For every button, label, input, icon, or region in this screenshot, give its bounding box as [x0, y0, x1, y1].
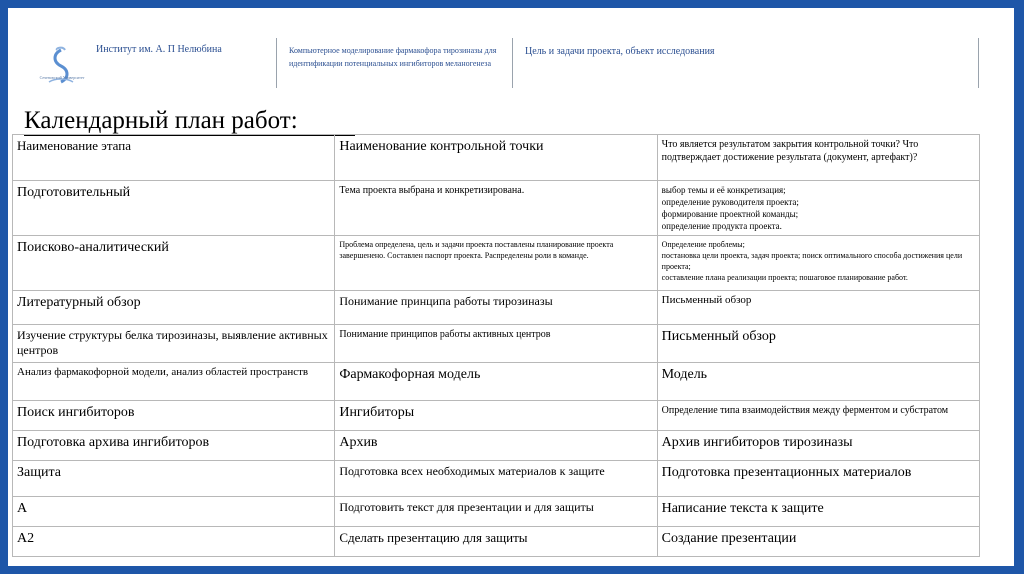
result-cell: Определение проблемы; постановка цели проекта, задач проекта; поиск оптимального способа достижения цели проекта; составление плана реализации проекта; пошаговое планирование работ. — [657, 236, 979, 291]
slide — [8, 8, 1014, 566]
checkpoint-cell: Понимание принципов работы активных центров — [335, 325, 657, 363]
result-cell: Письменный обзор — [657, 325, 979, 363]
table-row — [13, 363, 980, 401]
checkpoint-cell: Подготовить текст для презентации и для защиты — [335, 497, 657, 527]
checkpoint-cell: Сделать презентацию для защиты — [335, 527, 657, 557]
table-row — [13, 401, 980, 431]
university-logo-icon — [41, 44, 81, 96]
section-title: Цель и задачи проекта, объект исследования — [525, 46, 715, 57]
table-row — [13, 325, 980, 363]
checkpoint-cell: Ингибиторы — [335, 401, 657, 431]
header-stage: Наименование этапа — [13, 135, 335, 181]
header-divider — [512, 38, 513, 88]
checkpoint-cell: Фармакофорная модель — [335, 363, 657, 401]
result-cell: Письменный обзор — [657, 291, 979, 325]
result-cell: Определение типа взаимодействия между ферментом и субстратом — [657, 401, 979, 431]
result-cell: выбор темы и её конкретизация; определение руководителя проекта; формирование проектной команды; определение продукта проекта. — [657, 181, 979, 236]
stage-cell: А — [13, 497, 335, 527]
table-row — [13, 181, 980, 236]
table-row — [13, 431, 980, 461]
result-cell: Модель — [657, 363, 979, 401]
header-divider — [978, 38, 979, 88]
stage-cell: Анализ фармакофорной модели, анализ областей пространств — [13, 363, 335, 401]
stage-cell: Изучение структуры белка тирозиназы, выявление активных центров — [13, 325, 335, 363]
result-cell: Написание текста к защите — [657, 497, 979, 527]
page-title: Календарный план работ: — [24, 107, 298, 134]
checkpoint-cell: Тема проекта выбрана и конкретизирована. — [335, 181, 657, 236]
stage-cell: Подготовительный — [13, 181, 335, 236]
stage-cell: Поиск ингибиторов — [13, 401, 335, 431]
logo-caption: Сеченовский Университет — [39, 75, 85, 80]
header-checkpoint: Наименование контрольной точки — [335, 135, 657, 181]
result-cell: Архив ингибиторов тирозиназы — [657, 431, 979, 461]
stage-cell: Подготовка архива ингибиторов — [13, 431, 335, 461]
result-cell: Подготовка презентационных материалов — [657, 461, 979, 497]
stage-cell: Защита — [13, 461, 335, 497]
result-cell: Создание презентации — [657, 527, 979, 557]
stage-cell: Поисково-аналитический — [13, 236, 335, 291]
checkpoint-cell: Подготовка всех необходимых материалов к защите — [335, 461, 657, 497]
checkpoint-cell: Проблема определена, цель и задачи проекта поставлены планирование проекта завершенено. Составлен паспорт проекта. Распределены роли в команде. — [335, 236, 657, 291]
project-topic: Компьютерное моделирование фармакофора тирозиназы для идентификации потенциальных ингибиторов меланогенеза — [289, 46, 497, 68]
checkpoint-cell: Архив — [335, 431, 657, 461]
institute-name: Институт им. А. П Нелюбина — [96, 44, 222, 55]
stage-cell: Литературный обзор — [13, 291, 335, 325]
table-row — [13, 236, 980, 291]
table-row — [13, 461, 980, 497]
table-row — [13, 527, 980, 557]
table-row — [13, 291, 980, 325]
header-divider — [276, 38, 277, 88]
table-header-row — [13, 135, 980, 181]
header-result: Что является результатом закрытия контрольной точки? Что подтверждает достижение результата (документ, артефакт)? — [657, 135, 979, 181]
checkpoint-cell: Понимание принципа работы тирозиназы — [335, 291, 657, 325]
table-row — [13, 497, 980, 527]
work-plan-table — [12, 134, 980, 557]
stage-cell: А2 — [13, 527, 335, 557]
